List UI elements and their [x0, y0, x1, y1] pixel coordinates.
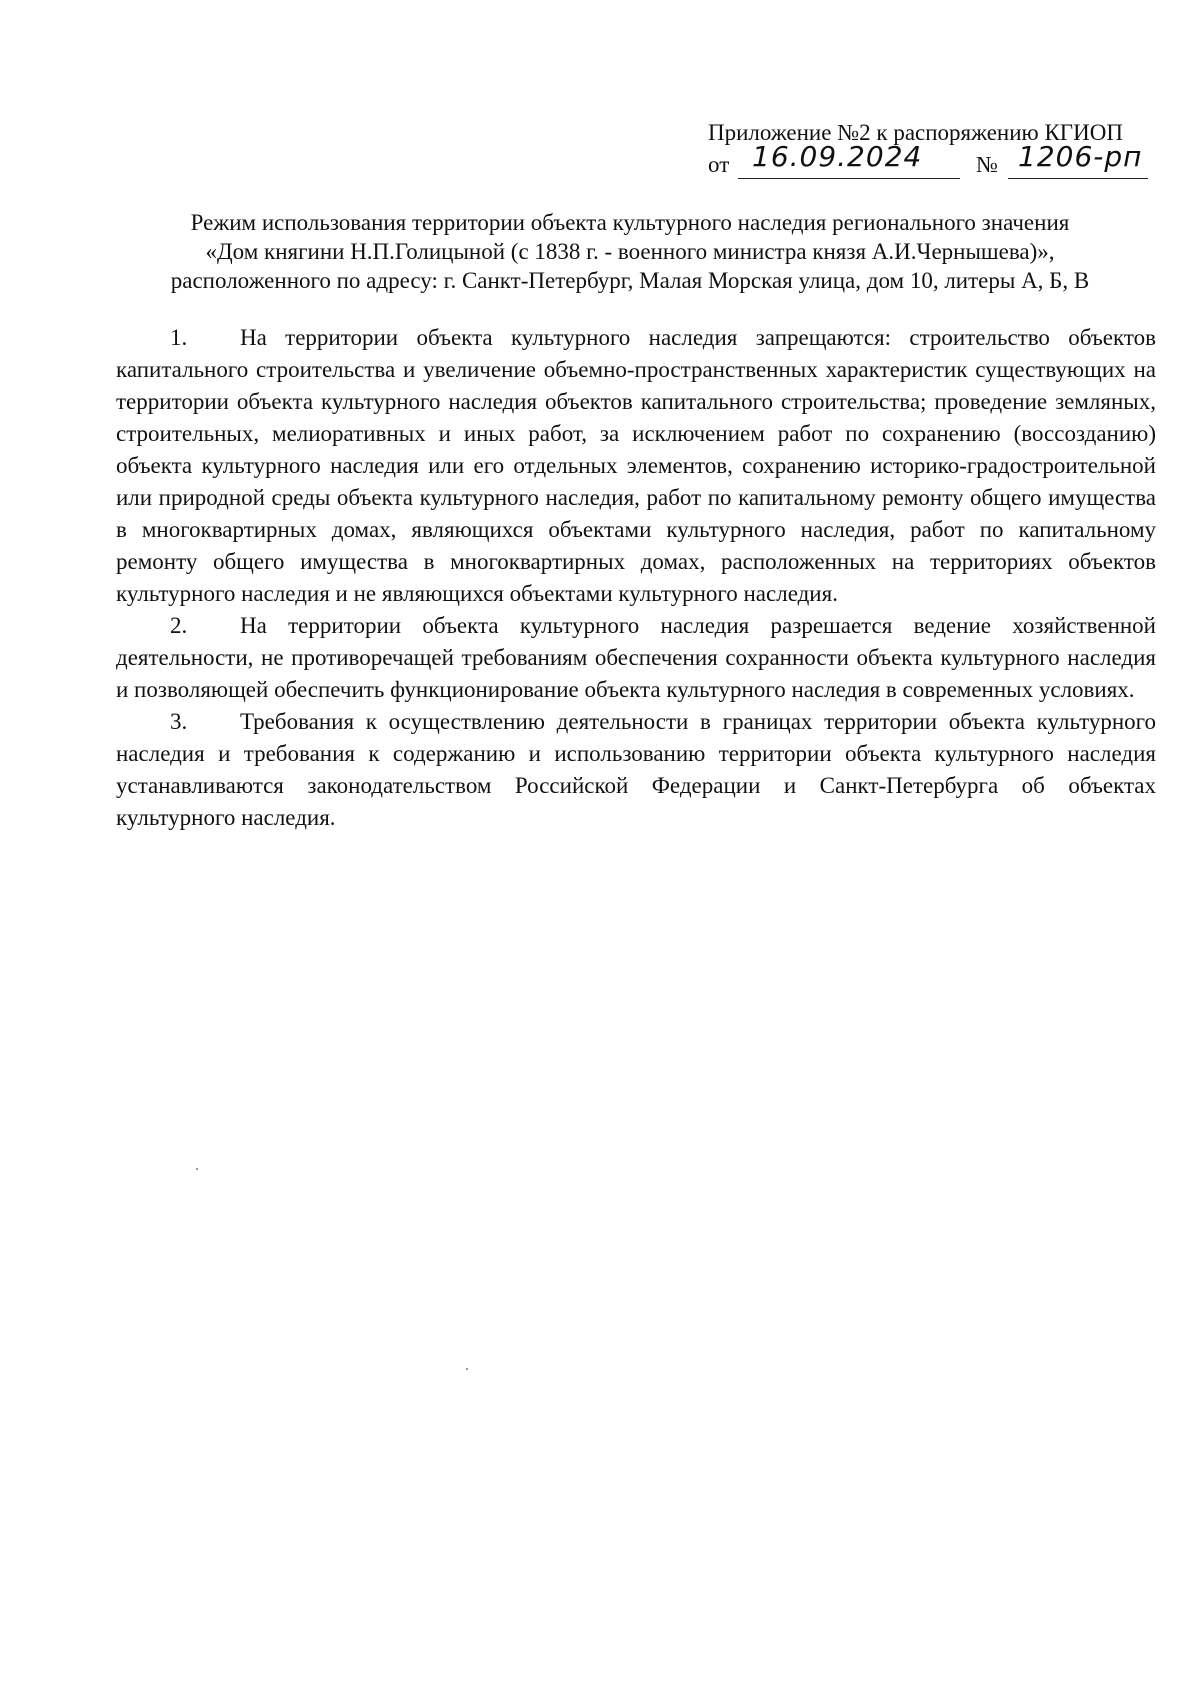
document-body	[116, 322, 1156, 834]
date-prefix: от	[708, 152, 730, 177]
scan-speck	[466, 1368, 468, 1370]
paragraph-3	[116, 706, 1156, 834]
title-line-3: расположенного по адресу: г. Санкт-Петербург, Малая Морская улица, дом 10, литеры А, Б, В	[170, 268, 1090, 293]
handwritten-date-field	[738, 142, 960, 179]
appendix-reference: Приложение №2 к распоряжению КГИОП	[708, 120, 1123, 145]
date-number-line	[708, 140, 1168, 182]
paragraph-text: Требования к осуществлению деятельности в границах территории объекта культурного наследия и требования к содержанию и использованию территории объекта культурного наследия устанавливаются законодательством Российской Федерации и Санкт-Петербурга об объектах культурного наследия.	[116, 709, 1156, 830]
appendix-header	[708, 118, 1168, 182]
title-line-2: «Дом княгини Н.П.Голицыной (с 1838 г. - военного министра князя А.И.Чернышева)»,	[205, 239, 1055, 264]
paragraph-number: 2.	[170, 613, 188, 638]
paragraph-text: На территории объекта культурного наследия разрешается ведение хозяйственной деятельности, не противоречащей требованиям обеспечения сохранности объекта культурного наследия и позволяющей обеспечить функционирование объекта культурного наследия в современных условиях.	[116, 613, 1156, 702]
handwritten-number: 1206-рп	[1018, 140, 1143, 173]
scan-speck	[196, 1168, 198, 1170]
paragraph-1	[116, 322, 1156, 610]
title-line-1: Режим использования территории объекта культурного наследия регионального значения	[190, 210, 1070, 235]
handwritten-date: 16.09.2024	[752, 140, 923, 173]
handwritten-number-field	[1008, 142, 1148, 179]
paragraph-number: 3.	[170, 709, 188, 734]
document-title	[100, 208, 1160, 295]
number-sign: №	[976, 152, 998, 177]
paragraph-text: На территории объекта культурного наследия запрещаются: строительство объектов капитального строительства и увеличение объемно-пространственных характеристик существующих на территории объекта культурного наследия объектов капитального строительства; проведение земляных, строительных, мелиоративных и иных работ, за исключением работ по сохранению (воссозданию) объекта культурного наследия или его отдельных элементов, сохранению историко-градостроительной или природной среды объекта культурного наследия, работ по капитальному ремонту общего имущества в многоквартирных домах, являющихся объектами культурного наследия, работ по капитальному ремонту общего имущества в многоквартирных домах, расположенных на территориях объектов культурного наследия и не являющихся объектами культурного наследия.	[116, 325, 1156, 606]
paragraph-number: 1.	[170, 325, 188, 350]
paragraph-2	[116, 610, 1156, 706]
